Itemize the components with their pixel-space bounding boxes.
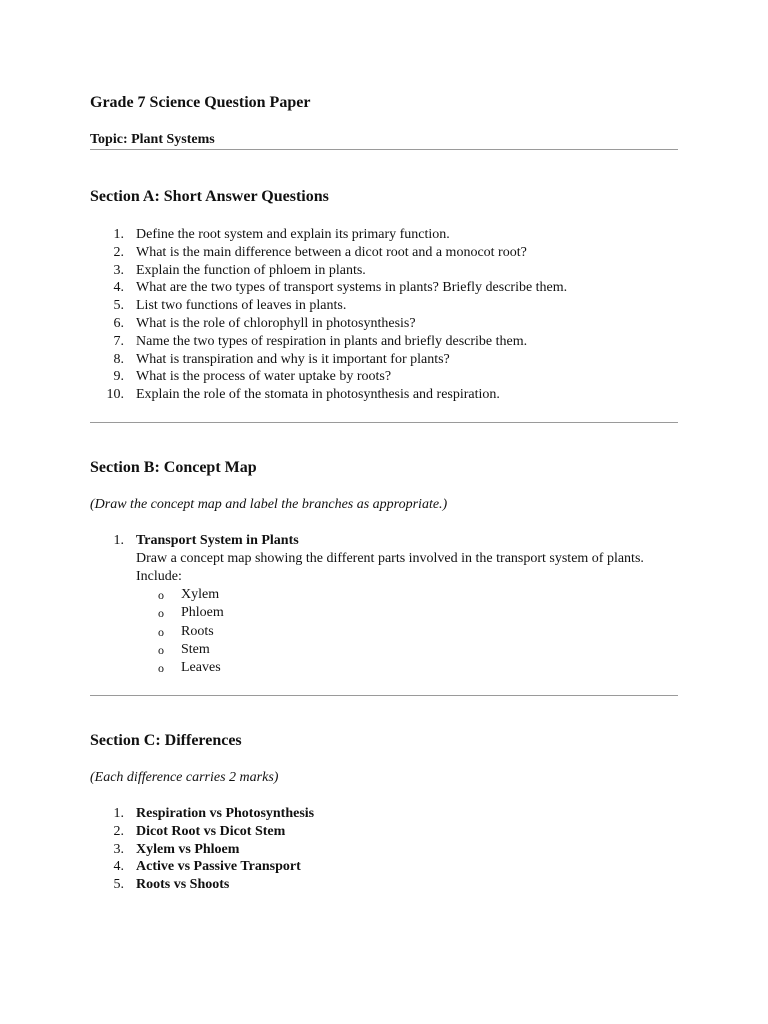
divider xyxy=(90,422,678,423)
section-b-heading: Section B: Concept Map xyxy=(90,459,257,476)
list-item xyxy=(136,623,678,641)
list-item xyxy=(90,858,314,876)
list-item xyxy=(90,368,567,386)
page-title: Grade 7 Science Question Paper xyxy=(90,94,311,111)
question-number: 1. xyxy=(113,227,124,242)
question-number: 5. xyxy=(113,298,124,314)
difference-topic: Respiration vs Photosynthesis xyxy=(136,806,315,821)
question-text: What is the process of water uptake by roots? xyxy=(136,369,392,385)
list-item xyxy=(90,262,567,280)
question-number: 9. xyxy=(113,369,124,385)
bullet-icon: o xyxy=(158,606,164,621)
question-number: 10. xyxy=(106,387,124,403)
list-item xyxy=(136,604,678,622)
list-item xyxy=(136,586,678,604)
part-label: Xylem xyxy=(181,587,220,602)
concept-map-parts-list xyxy=(136,586,678,677)
section-c-item-list xyxy=(90,805,314,894)
part-label: Phloem xyxy=(181,605,224,621)
bullet-icon: o xyxy=(158,588,164,602)
question-number: 6. xyxy=(113,315,124,331)
section-a-question-list xyxy=(90,226,567,404)
section-c-instruction: (Each difference carries 2 marks) xyxy=(90,770,279,785)
question-text: List two functions of leaves in plants. xyxy=(136,298,347,314)
list-item xyxy=(90,244,567,262)
list-item xyxy=(90,315,567,333)
list-item xyxy=(90,297,567,315)
list-item xyxy=(90,226,567,244)
section-b-instruction: (Draw the concept map and label the branches as appropriate.) xyxy=(90,497,448,512)
divider xyxy=(90,149,678,150)
difference-topic: Active vs Passive Transport xyxy=(136,859,301,875)
question-text: What is transpiration and why is it important for plants? xyxy=(136,351,450,367)
concept-map-description: Draw a concept map showing the different parts involved in the transport system of plants. Include: xyxy=(136,551,644,584)
question-text: Explain the role of the stomata in photosynthesis and respiration. xyxy=(136,387,500,403)
bullet-icon: o xyxy=(158,661,164,676)
question-text: Explain the function of phloem in plants. xyxy=(136,262,366,278)
item-number: 1. xyxy=(113,806,124,821)
divider xyxy=(90,695,678,696)
difference-topic: Xylem vs Phloem xyxy=(136,841,240,857)
item-number: 3. xyxy=(113,841,124,857)
concept-map-item xyxy=(90,532,678,677)
question-text: What is the main difference between a dicot root and a monocot root? xyxy=(136,244,527,260)
question-text: Define the root system and explain its primary function. xyxy=(136,227,450,242)
question-text: What is the role of chlorophyll in photosynthesis? xyxy=(136,315,416,331)
list-item xyxy=(90,876,314,894)
list-item xyxy=(136,659,678,677)
part-label: Stem xyxy=(181,641,210,657)
difference-topic: Dicot Root vs Dicot Stem xyxy=(136,823,286,839)
question-text: Name the two types of respiration in plants and briefly describe them. xyxy=(136,333,528,349)
question-number: 3. xyxy=(113,262,124,278)
item-number: 2. xyxy=(113,823,124,839)
section-c-heading: Section C: Differences xyxy=(90,732,242,749)
list-item xyxy=(90,351,567,369)
bullet-icon: o xyxy=(158,624,164,639)
item-number: 5. xyxy=(113,877,124,893)
difference-topic: Roots vs Shoots xyxy=(136,877,230,893)
question-number: 8. xyxy=(113,351,124,367)
question-number: 2. xyxy=(113,244,124,260)
concept-map-title: Transport System in Plants xyxy=(136,533,299,548)
item-number: 4. xyxy=(113,859,124,875)
list-item xyxy=(90,279,567,297)
part-label: Leaves xyxy=(181,660,221,676)
question-number: 7. xyxy=(113,333,124,349)
list-item xyxy=(90,841,314,859)
bullet-icon: o xyxy=(158,642,164,657)
list-item xyxy=(90,333,567,351)
list-item xyxy=(136,641,678,659)
question-text: What are the two types of transport systems in plants? Briefly describe them. xyxy=(136,280,568,296)
list-item xyxy=(90,805,314,823)
topic-line: Topic: Plant Systems xyxy=(90,132,215,147)
section-a-heading: Section A: Short Answer Questions xyxy=(90,188,329,205)
question-number: 4. xyxy=(113,280,124,296)
part-label: Roots xyxy=(181,623,214,639)
list-item xyxy=(90,386,567,404)
list-item xyxy=(90,823,314,841)
item-number: 1. xyxy=(113,533,124,548)
